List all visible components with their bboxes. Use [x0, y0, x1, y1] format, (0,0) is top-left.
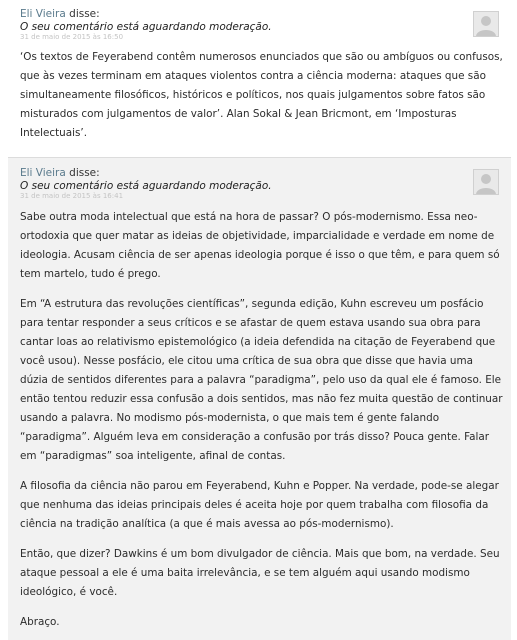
comment-says: disse: [69, 8, 100, 20]
comment-paragraph: A filosofia da ciência não parou em Feyerabend, Kuhn e Popper. Na verdade, pode-se alegar que nenhuma das ideias principais deles é aceita hoje por quem trabalha com filosofia da ciência na tradição analítica (a que é mais avessa ao pós-modernismo). [20, 480, 499, 530]
comment-text [20, 208, 503, 632]
comment-says: disse: [69, 167, 100, 179]
comment-author[interactable]: Eli Vieira [20, 8, 66, 20]
comment-author[interactable]: Eli Vieira [20, 167, 66, 179]
comment-meta [20, 167, 499, 180]
comment-paragraph: Em “A estrutura das revoluções científicas”, segunda edição, Kuhn escreveu um posfácio para tentar responder a seus críticos e se afastar de quem estava usando sua obra para cantar loas ao relativismo epistemológico (a ideia defendida na citação de Feyerabend que você usou). Nesse posfácio, ele citou uma crítica de sua obra que disse que havia uma dúzia de sentidos diferentes para a palavra “paradigma”, pelo uso da qual ele é famoso. Ele então tentou reduzir essa confusão a dois sentidos, mas não fez muita questão de continuar usando a palavra. No modismo pós-modernista, o que mais tem é gente falando “paradigma”. Alguém leva em consideração a confusão por trás disso? Pouca gente. Falar em “paradigmas” soa inteligente, afinal de contas. [20, 298, 503, 462]
moderation-notice: O seu comentário está aguardando moderação. [20, 21, 272, 33]
comment-date[interactable]: 31 de maio de 2015 às 16:50 [20, 33, 124, 41]
comment-paragraph: Sabe outra moda intelectual que está na hora de passar? O pós-modernismo. Essa neo-ortodoxia que quer matar as ideias de objetividade, imparcialidade e verdade em nome de ideologia. Acusam ciência de ser apenas ideologia porque é isso o que têm, e para quem só tem martelo, tudo é prego. [20, 211, 500, 280]
comment-1 [8, 0, 511, 150]
comment-paragraph: Abraço. [20, 616, 60, 628]
comment-paragraph: Então, que dizer? Dawkins é um bom divulgador de ciência. Mais que bom, na verdade. Seu ataque pessoal a ele é uma baita irrelevância, e se tem alguém aqui usando modismo ideológico, é você. [20, 548, 500, 598]
comment-meta [20, 8, 499, 21]
comment-2 [8, 157, 511, 640]
comment-text [20, 48, 503, 143]
moderation-notice: O seu comentário está aguardando moderação. [20, 180, 272, 192]
default-avatar-icon [473, 11, 499, 37]
default-avatar-icon [473, 169, 499, 195]
comment-date[interactable]: 31 de maio de 2015 às 16:41 [20, 192, 124, 200]
comment-paragraph: ‘Os textos de Feyerabend contêm numerosos enunciados que são ou ambíguos ou confusos, que às vezes terminam em ataques violentos contra a ciência moderna: ataques que são simultaneamente filosóficos, históricos e políticos, nos quais julgamentos sobre fatos são misturados com julgamentos de valor’. Alan Sokal & Jean Bricmont, em ‘Imposturas Intelectuais’. [20, 51, 503, 139]
